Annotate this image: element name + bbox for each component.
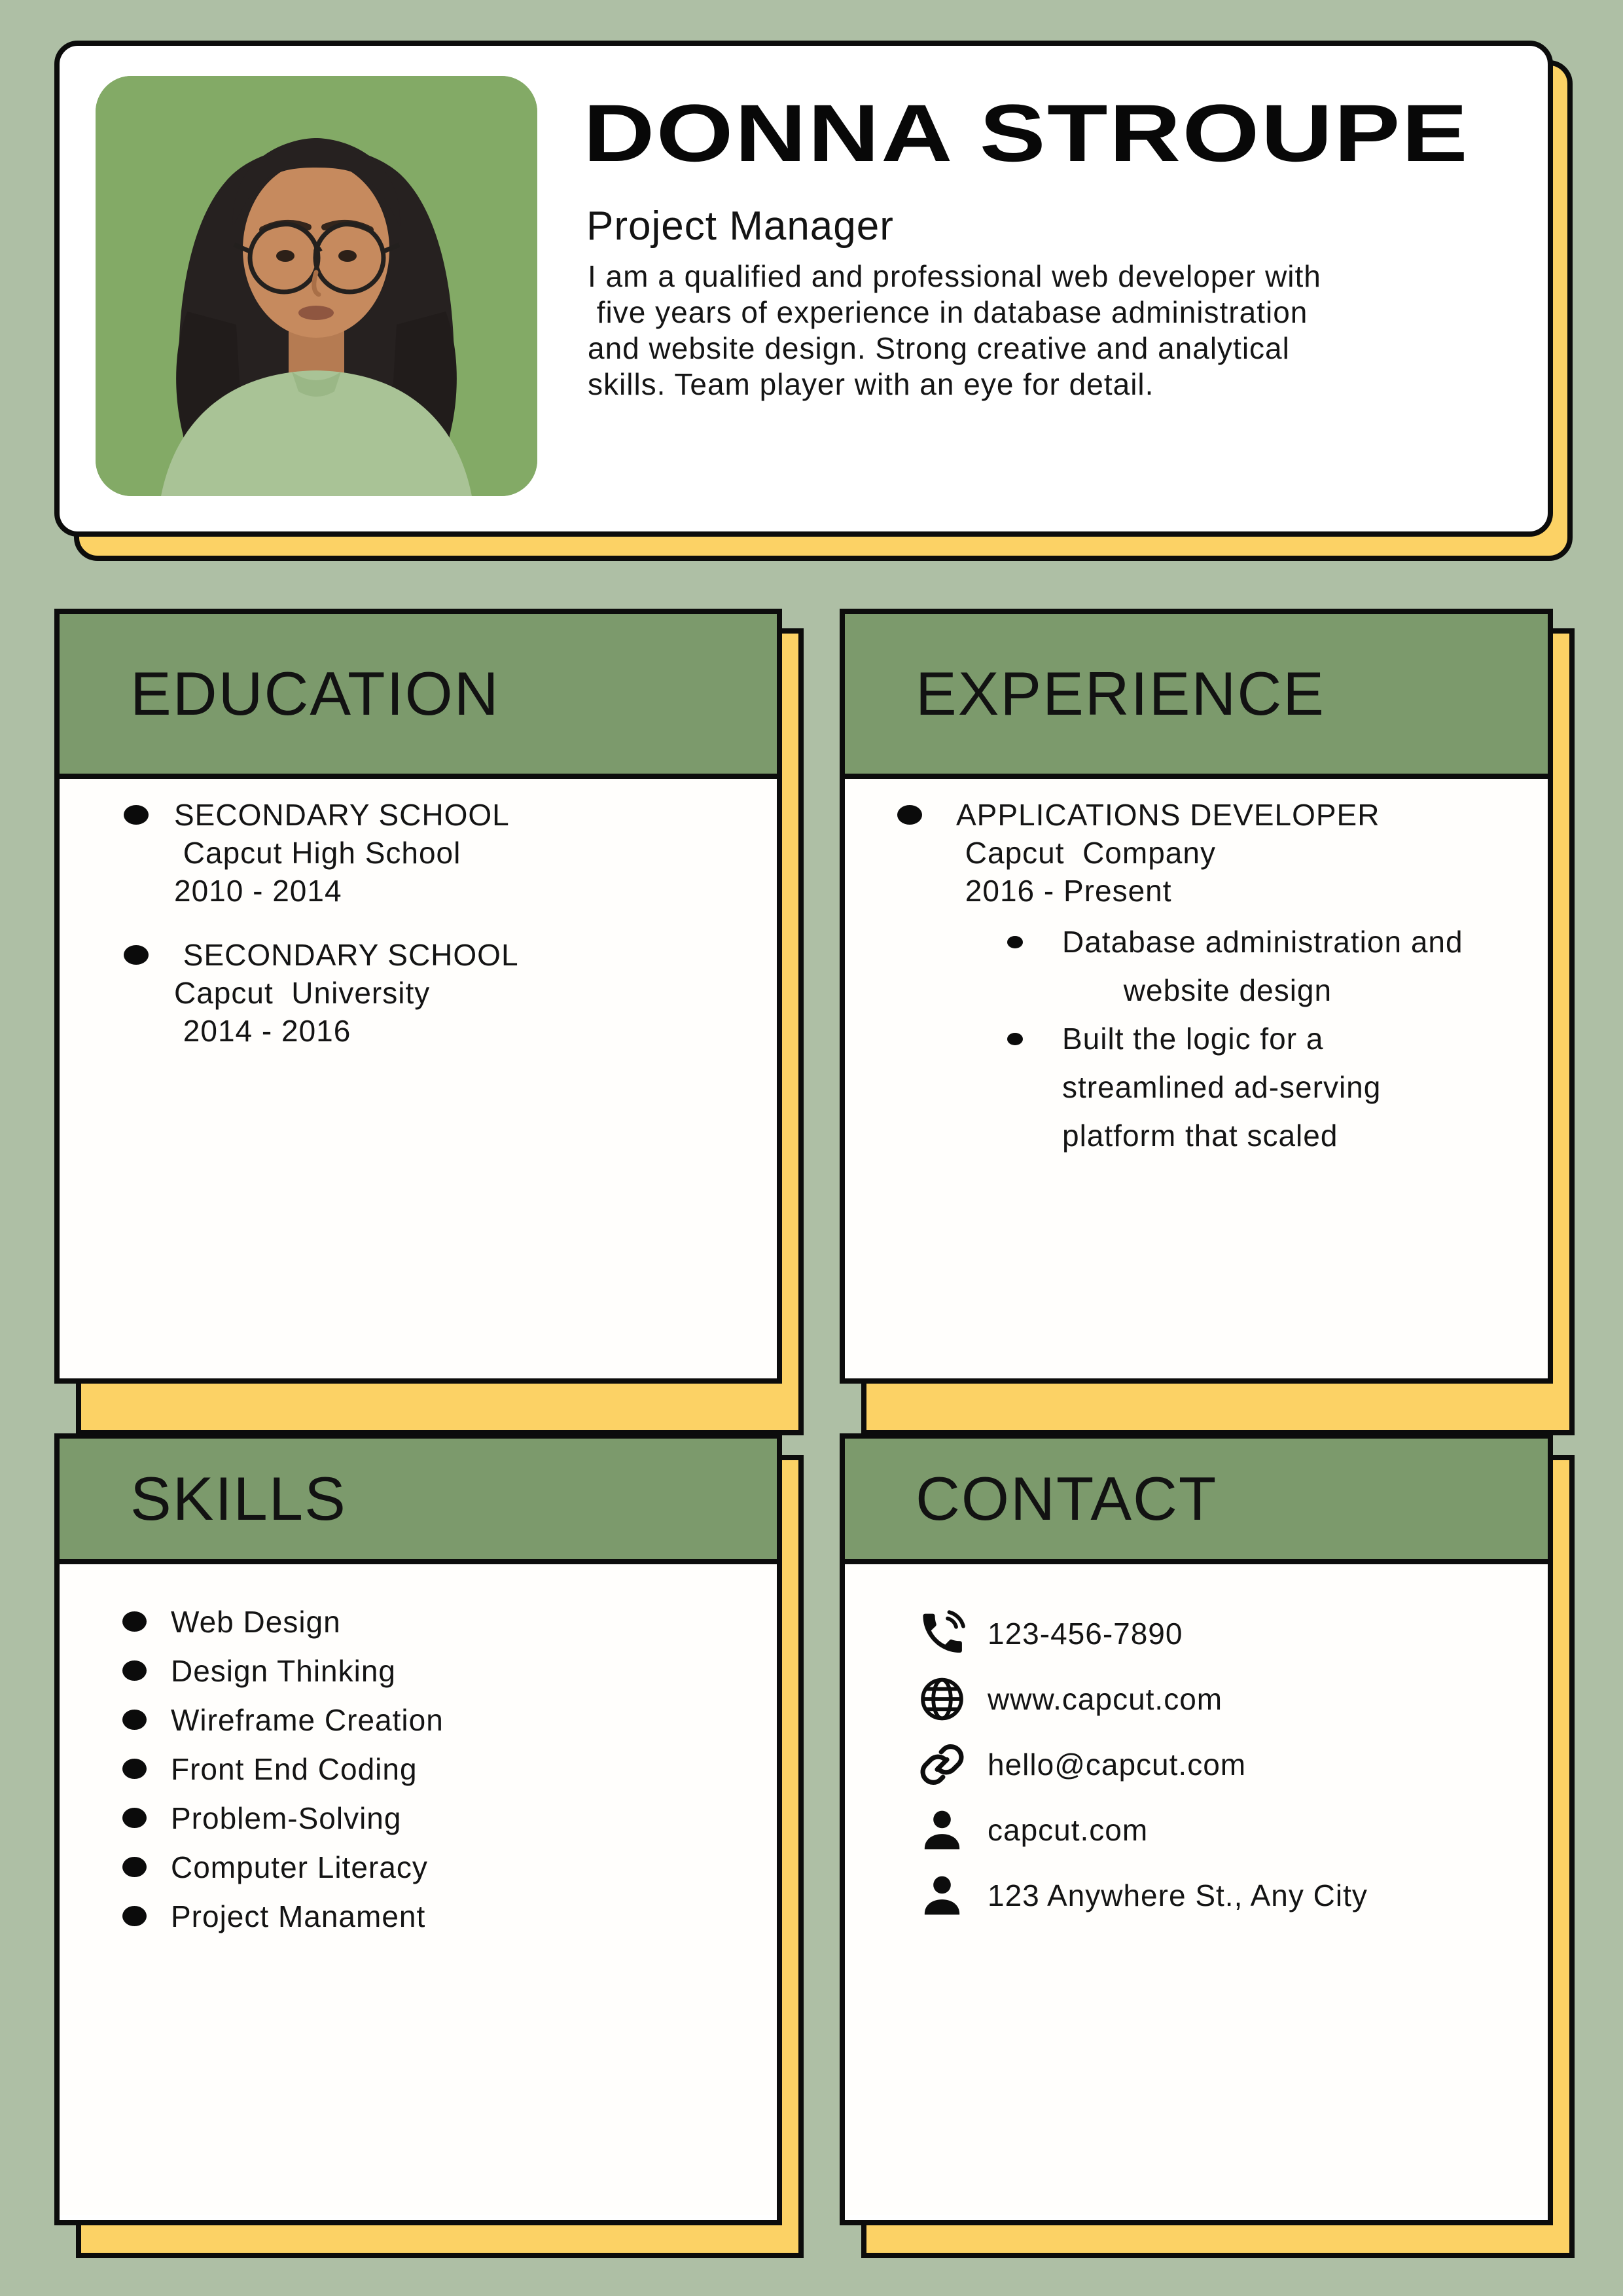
- bullet-icon: [122, 1759, 147, 1779]
- education-body: [60, 779, 777, 1378]
- experience-item: [897, 796, 1548, 1160]
- globe-icon: [914, 1672, 970, 1726]
- person-name: DONNA STROUPE: [583, 88, 1470, 179]
- education-section: [54, 609, 782, 1384]
- contact-address: 123 Anywhere St., Any City: [988, 1878, 1368, 1912]
- experience-header: [845, 614, 1548, 779]
- experience-item-dates: 2016 - Present: [956, 874, 1172, 908]
- education-item-school: Capcut University: [174, 976, 431, 1010]
- skill-item: [122, 1842, 777, 1892]
- experience-detail: [1007, 1014, 1463, 1160]
- contact-profile: capcut.com: [988, 1813, 1149, 1847]
- skill-item: [122, 1793, 777, 1842]
- header-card: [54, 41, 1553, 537]
- contact-row-address: [914, 1863, 1548, 1928]
- skill-label: Wireframe Creation: [171, 1702, 444, 1737]
- bullet-icon: [122, 1611, 147, 1632]
- sub-bullet-icon: [1007, 936, 1023, 948]
- education-header: [60, 614, 777, 779]
- contact-row-phone: [914, 1601, 1548, 1666]
- education-item-title: SECONDARY SCHOOL: [174, 938, 519, 972]
- skill-item: [122, 1892, 777, 1941]
- bullet-icon: [897, 805, 922, 825]
- person-icon: [914, 1803, 970, 1857]
- experience-section: [840, 609, 1553, 1384]
- about-line: and website design. Strong creative and analytical: [588, 331, 1290, 365]
- contact-row-email: [914, 1732, 1548, 1797]
- experience-detail: [1007, 918, 1463, 1014]
- experience-detail-line: website design: [1115, 973, 1332, 1007]
- skill-item: [122, 1646, 777, 1695]
- skill-label: Design Thinking: [171, 1653, 397, 1688]
- contact-website: www.capcut.com: [988, 1682, 1223, 1716]
- experience-heading: EXPERIENCE: [916, 659, 1325, 728]
- about-line: I am a qualified and professional web developer with: [588, 259, 1321, 293]
- about-line: five years of experience in database administration: [588, 295, 1308, 329]
- skill-item: [122, 1695, 777, 1744]
- phone-icon: [914, 1607, 970, 1660]
- bullet-icon: [124, 805, 149, 825]
- bullet-icon: [122, 1808, 147, 1828]
- contact-row-website: [914, 1666, 1548, 1732]
- experience-detail-line: streamlined ad-serving: [1062, 1070, 1382, 1104]
- experience-detail-line: platform that scaled: [1062, 1119, 1338, 1153]
- contact-phone: 123-456-7890: [988, 1617, 1183, 1651]
- skill-label: Computer Literacy: [171, 1850, 428, 1884]
- bullet-icon: [122, 1660, 147, 1681]
- experience-detail-line: Built the logic for a: [1062, 1022, 1324, 1056]
- experience-body: [845, 779, 1548, 1378]
- contact-heading: CONTACT: [916, 1464, 1218, 1533]
- bullet-icon: [122, 1857, 147, 1877]
- education-item: [124, 936, 777, 1050]
- skill-label: Web Design: [171, 1604, 341, 1639]
- contact-header: [845, 1439, 1548, 1564]
- experience-detail-line: Database administration and: [1062, 925, 1463, 959]
- person-job-title: Project Manager: [586, 204, 894, 249]
- skills-header: [60, 1439, 777, 1564]
- education-item-dates: 2010 - 2014: [174, 874, 342, 908]
- sub-bullet-icon: [1007, 1033, 1023, 1045]
- bullet-icon: [122, 1906, 147, 1926]
- contact-row-profile: [914, 1797, 1548, 1863]
- about-line: skills. Team player with an eye for detail.: [588, 367, 1154, 401]
- contact-email: hello@capcut.com: [988, 1748, 1247, 1782]
- education-item-title: SECONDARY SCHOOL: [174, 798, 510, 832]
- about-text: [588, 259, 1321, 403]
- skill-item: [122, 1744, 777, 1793]
- person-icon: [914, 1869, 970, 1922]
- skill-item: [122, 1597, 777, 1646]
- bullet-icon: [124, 945, 149, 965]
- experience-item-company: Capcut Company: [956, 836, 1216, 870]
- contact-section: [840, 1433, 1553, 2225]
- profile-photo: [96, 76, 537, 496]
- link-icon: [914, 1738, 970, 1791]
- education-item-dates: 2014 - 2016: [174, 1014, 351, 1048]
- skill-label: Project Manament: [171, 1899, 426, 1933]
- bullet-icon: [122, 1710, 147, 1730]
- education-item: [124, 796, 777, 910]
- skills-body: [60, 1564, 777, 2215]
- contact-body: [845, 1564, 1548, 2215]
- experience-item-title: APPLICATIONS DEVELOPER: [956, 798, 1380, 832]
- education-item-school: Capcut High School: [174, 836, 461, 870]
- education-heading: EDUCATION: [130, 659, 500, 728]
- skill-label: Problem-Solving: [171, 1801, 402, 1835]
- skills-heading: SKILLS: [130, 1464, 347, 1533]
- skill-label: Front End Coding: [171, 1751, 418, 1786]
- portrait-illustration: [96, 76, 537, 496]
- skills-section: [54, 1433, 782, 2225]
